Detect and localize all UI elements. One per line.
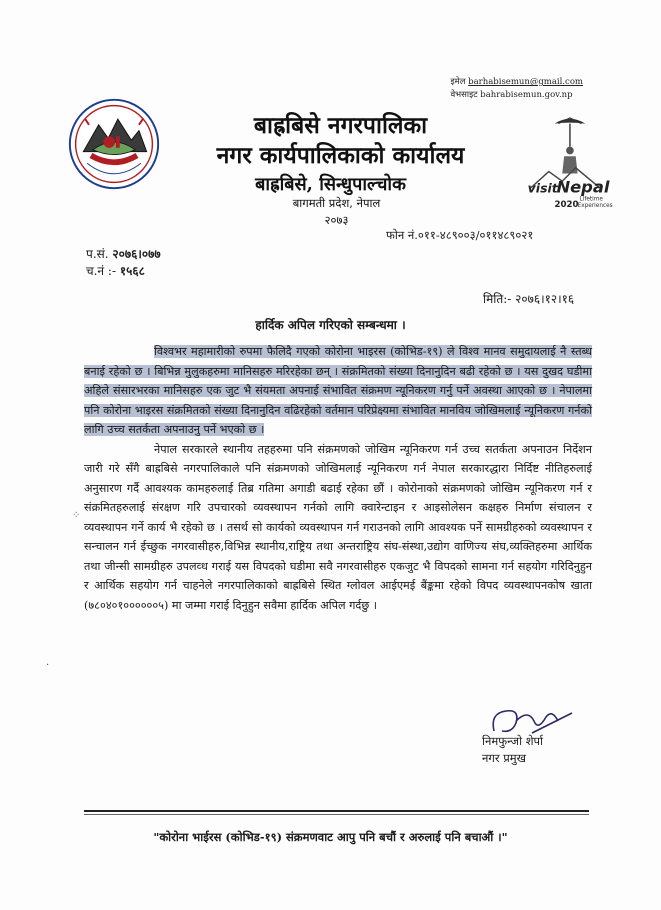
reference-block [86, 246, 161, 280]
footer-slogan: "कोरोना भाईरस (कोभिड-१९) संक्रमणवाट आपु पनि बचौं र अरुलाई पनि बचाऔं ।" [153, 830, 508, 844]
scan-mark: ⁘ [72, 510, 81, 521]
email-link[interactable]: barhabisemun@gmail.com [468, 77, 583, 87]
ps-label: प.सं. [86, 247, 109, 261]
ps-value: २०७६।०७७ [112, 247, 161, 261]
footer-divider [84, 810, 589, 812]
province: बागमती प्रदेश, नेपाल [292, 196, 381, 210]
letter-body [84, 342, 592, 615]
nepal-text: Nepal [556, 177, 610, 197]
paragraph-2: नेपाल सरकारले स्थानीय तहहरुमा पनि संक्रमणको जोखिम न्यूनिकरण गर्न उच्च सतर्कता अपनाउन निर्देशन जारी गरे सँगै बाह्रबिसे नगरपालिकाले पनि संक्रमणको जोखिमलाई न्यूनिकरण गर्न नेपाल सरकारद्धारा निर्दिष्ट नीतिहरुलाई अनुसारण गर्दै आवश्यक कामहरुलाई तिब्र गतिमा अगाडी बढाई रहेका छौं । कोरोनाको संक्रमणको जोखिम न्यूनिकरण गर्न र संक्रमितहरुलाई संरक्षण गरि उपचारको व्यवस्थापन गर्नको लागि क्वारेन्टाइन र आइसोलेसन कक्षहरु निर्माण संचालन र व्यवस्थापन गर्ने कार्य भै रहेको छ । तसर्थ सो कार्यको व्यवस्थापन गर्न गराउनको लागि आवश्यक पर्ने सामग्रीहरुको व्यवस्थापन र सन्चालन गर्न ईच्छुक नगरवासीहरु,विभिन्न स्थानीय,राष्ट्रिय तथा अन्तराष्ट्रिय संघ-संस्था,उद्योग वाणिज्य संघ,व्यक्तिहरुमा आर्थिक तथा जीन्सी सामग्रीहरु उपलव्ध गराई यस विपदको घडीमा सवै नगरवासीहरु एकजुट भै विपदको सामना गर्न सहयोग गरिदिनुहुन र आर्थिक सहयोग गर्न चाहनेले नगरपालिकाको बाह्रबिसे स्थित ग्लोवल आईएमई बैंङ्कमा रहेको विपद व्यवस्थापनकोष खाता (७८०४०१००००००५) मा जम्मा गराई दिनुहुन सवैमा हार्दिक अपिल गर्दछु । [84, 442, 592, 612]
website-label: वेभसाइट [450, 90, 478, 100]
email-label: इमेल [450, 77, 466, 87]
office-name: नगर कार्यपालिकाको कार्यालय [216, 142, 465, 169]
lifetime-text: Lifetime [579, 196, 603, 203]
paragraph-1: विश्वभर महामारीको रुपमा फैलिदै गएको कोरोना भाइरस (कोभिड-१९) ले विश्व मानव समुदायलाई नै स्तब्ध बनाई रहेको छ । बिभिन्न मुलुकहरुमा मानिसहरु मरिरहेका छन् । संक्रमितको संख्या दिनानुदिन बढी रहेको छ । यस दुखद घडीमा अहिले संसारभरका मानिसहरु एक जुट भै संयमता अपनाई संभावित संक्रमण न्यूनिकरण गर्नु पर्ने अवस्था आएको छ । नेपालमा पनि कोरोना भाइरस संक्रमितको संख्या दिनानुदिन वढिरहेको वर्तमान परिप्रेक्ष्यमा संभावित मानविय जोखिमलाई न्यूनिकरण गर्नको लागि उच्च सतर्कता अपनाउनु पर्ने भएको छ । [84, 345, 592, 436]
phone-number: फोन नं.०११-४८९००३/०११४८९०२१ [386, 228, 534, 242]
office-location: बाह्रबिसे, सिन्धुपाल्चोक [255, 174, 406, 195]
experiences-text: Experiences [577, 203, 613, 210]
signatory-name: निमफुन्जो शेर्पा [482, 734, 544, 748]
year-text: 2020 [554, 200, 579, 211]
established-year: २०७३ [324, 213, 349, 227]
cn-label: च.नं :- [86, 264, 117, 278]
website-link[interactable]: bahrabisemun.gov.np [480, 90, 573, 100]
cn-value: १५६८ [119, 264, 145, 278]
scan-mark: · [46, 660, 50, 671]
municipality-name: बाह्रबिसे नगरपालिका [253, 112, 428, 139]
contact-block [450, 76, 583, 102]
signatory-title: नगर प्रमुख [482, 751, 527, 765]
letter-subject: हार्दिक अपिल गरिएको सम्बन्धमा । [255, 318, 406, 332]
footer-divider-thin [84, 814, 589, 815]
visit-text: visit [527, 180, 558, 196]
visit-nepal-logo [520, 112, 616, 212]
signatory-block [482, 733, 543, 767]
letter-date: मिति:- २०७६।१२।१६ [483, 292, 575, 306]
